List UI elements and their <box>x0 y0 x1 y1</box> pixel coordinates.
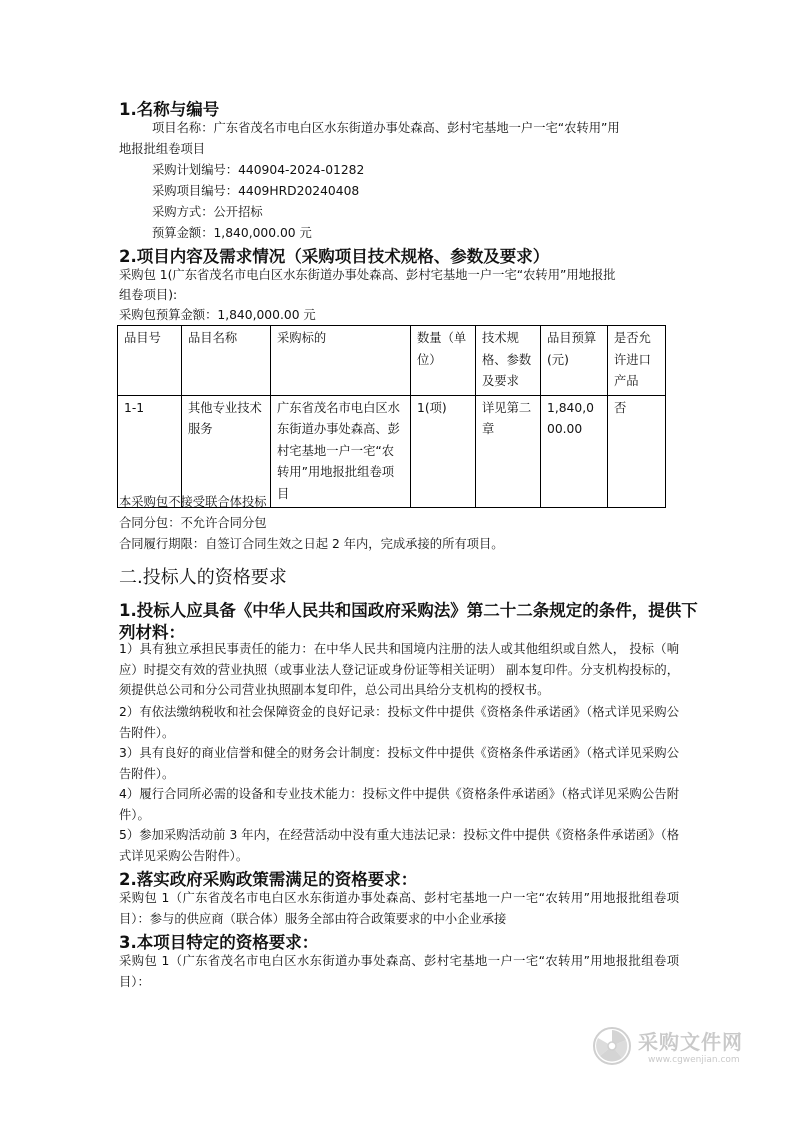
qualification-sub3: 3.本项目特定的资格要求： <box>119 933 319 952</box>
table-header-cell: 是否允许进口产品 <box>608 326 666 396</box>
watermark-name: 采购文件网 <box>638 1030 743 1054</box>
project-number: 采购项目编号：4409HRD20240408 <box>152 184 360 198</box>
qualification-sub1-line2: 列材料： <box>119 623 185 642</box>
project-name-line2: 地报批组卷项目 <box>119 142 206 156</box>
table-cell: 1-1 <box>118 395 182 508</box>
watermark <box>588 1022 748 1078</box>
package-line2: 组卷项目): <box>119 288 178 302</box>
table-header-cell: 采购标的 <box>271 326 411 396</box>
table-header-cell: 数量（单位） <box>411 326 476 396</box>
contract-split: 合同分包：不允许合同分包 <box>119 516 267 530</box>
table-header-cell: 品目名称 <box>182 326 271 396</box>
project-name-line1: 项目名称：广东省茂名市电白区水东街道办事处森高、彭村宅基地一户一宅“农转用”用 <box>152 121 620 135</box>
qualification-item: 5）参加采购活动前 3 年内，在经营活动中没有重大违法记录：投标文件中提供《资格条件承诺函》（格式详见采购公告附件）。 <box>119 828 679 863</box>
contract-period: 合同履行期限：自签订合同生效之日起 2 年内，完成承接的所有项目。 <box>119 537 504 551</box>
chapter-heading-qualifications: 二.投标人的资格要求 <box>119 567 287 588</box>
section-heading-name-number: 1.名称与编号 <box>119 100 220 119</box>
table-cell: 否 <box>608 395 666 508</box>
watermark-url: www.cgwenjian.com <box>648 1055 740 1065</box>
table-header-cell: 品目号 <box>118 326 182 396</box>
table-cell: 1,840,000.00 <box>541 395 608 508</box>
budget-amount: 预算金额：1,840,000.00 元 <box>152 226 312 240</box>
fan-logo-icon <box>592 1026 632 1066</box>
qualification-sub2-text: 采购包 1（广东省茂名市电白区水东街道办事处森高、彭村宅基地一户一宅“农转用”用地报批组卷项目）：参与的供应商（联合体）服务全部由符合政策要求的中小企业承接 <box>119 891 679 926</box>
qualification-item: 2）有依法缴纳税收和社会保障资金的良好记录：投标文件中提供《资格条件承诺函》（格式详见采购公告附件）。 <box>119 705 679 740</box>
table-header-row <box>118 326 666 396</box>
package-budget: 采购包预算金额：1,840,000.00 元 <box>119 308 316 322</box>
no-consortium-note: 本采购包不接受联合体投标 <box>119 495 267 509</box>
table-cell: 其他专业技术服务 <box>182 395 271 508</box>
qualification-item: 1）具有独立承担民事责任的能力：在中华人民共和国境内注册的法人或其他组织或自然人， 投标（响应）时提交有效的营业执照（或事业法人登记证或身份证等相关证明） 副本复印件。分支机构投标的，须提供总公司和分公司营业执照副本复印件，总公司出具给分支机构的授权书。 <box>119 642 679 697</box>
qualification-sub2: 2.落实政府采购政策需满足的资格要求： <box>119 870 418 889</box>
package-line1: 采购包 1(广东省茂名市电白区水东街道办事处森高、彭村宅基地一户一宅“农转用”用地报批 <box>119 268 616 282</box>
table-cell: 详见第二章 <box>476 395 541 508</box>
table-header-cell: 技术规格、参数及要求 <box>476 326 541 396</box>
qualification-sub1-line1: 1.投标人应具备《中华人民共和国政府采购法》第二十二条规定的条件，提供下 <box>119 601 698 620</box>
table-header-cell: 品目预算(元) <box>541 326 608 396</box>
items-table <box>117 325 666 508</box>
plan-number: 采购计划编号：440904-2024-01282 <box>152 163 365 177</box>
table-cell: 广东省茂名市电白区水东街道办事处森高、彭村宅基地一户一宅“农转用”用地报批组卷项目 <box>271 395 411 508</box>
qualification-item: 4）履行合同所必需的设备和专业技术能力：投标文件中提供《资格条件承诺函》（格式详见采购公告附件）。 <box>119 787 679 822</box>
table-cell: 1(项) <box>411 395 476 508</box>
procurement-method: 采购方式：公开招标 <box>152 205 263 219</box>
section-heading-requirements: 2.项目内容及需求情况（采购项目技术规格、参数及要求） <box>119 247 550 266</box>
qualification-sub3-text: 采购包 1（广东省茂名市电白区水东街道办事处森高、彭村宅基地一户一宅“农转用”用地报批组卷项目）： <box>119 954 679 989</box>
qualification-item: 3）具有良好的商业信誉和健全的财务会计制度：投标文件中提供《资格条件承诺函》（格式详见采购公告附件）。 <box>119 746 679 781</box>
